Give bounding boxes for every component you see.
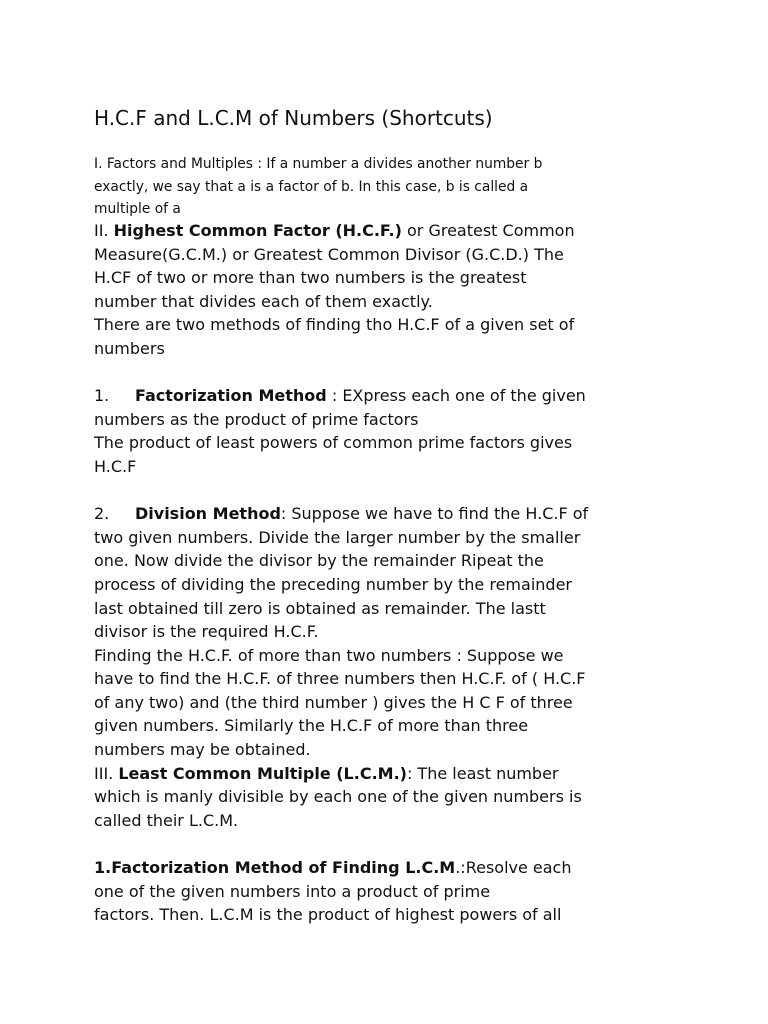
factorization-heading-line (94, 384, 679, 408)
text-line: There are two methods of finding tho H.C.F of a given set of (94, 315, 575, 335)
section-prefix: III. (94, 763, 119, 783)
text-line: called their L.C.M. (94, 810, 239, 830)
text-line: I. Factors and Multiples : If a number a divides another number b (94, 156, 543, 172)
text-line: Finding the H.C.F. of more than two numbers : Suppose we (94, 645, 564, 665)
text-line: multiple of a (94, 201, 181, 217)
text-line: Measure(G.C.M.) or Greatest Common Divisor (G.C.D.) The (94, 244, 564, 264)
text-line: numbers as the product of prime factors (94, 409, 419, 429)
text-line: have to find the H.C.F. of three numbers then H.C.F. of ( H.C.F (94, 669, 586, 689)
paragraph-spacer (94, 361, 679, 385)
lcm-factorization-heading-suffix: .:Resolve each (455, 858, 572, 878)
text-line: last obtained till zero is obtained as remainder. The lastt (94, 598, 546, 618)
paragraph-spacer (94, 832, 679, 856)
text-line: one of the given numbers into a product of prime (94, 881, 491, 901)
text-line: numbers (94, 338, 165, 358)
text-line: two given numbers. Divide the larger number by the smaller (94, 527, 581, 547)
hcf-heading-suffix: or Greatest Common (401, 221, 575, 240)
text-line: process of dividing the preceding number by the remainder (94, 574, 572, 594)
division-method-heading: Division Method (135, 504, 281, 524)
text-line: given numbers. Similarly the H.C.F of more than three (94, 716, 529, 736)
text-line: The product of least powers of common prime factors gives (94, 433, 573, 453)
page-title: H.C.F and L.C.M of Numbers (Shortcuts) (94, 106, 493, 130)
list-number: 2. (94, 504, 110, 524)
lcm-heading: Least Common Multiple (L.C.M.) (118, 763, 407, 783)
list-number: 1. (94, 386, 110, 406)
lcm-factorization-heading-line (94, 856, 679, 880)
text-line: which is manly divisible by each one of the given numbers is (94, 787, 582, 807)
text-line: factors. Then. L.C.M is the product of highest powers of all (94, 905, 562, 925)
lcm-heading-suffix: : The least number (406, 763, 559, 783)
lcm-heading-line (94, 762, 679, 786)
text-line: H.CF of two or more than two numbers is the greatest (94, 268, 527, 288)
text-line: one. Now divide the divisor by the remainder Ripeat the (94, 551, 544, 571)
text-line: exactly, we say that a is a factor of b. In this case, b is called a (94, 178, 529, 195)
section-prefix: II. (94, 221, 114, 240)
document-body (94, 219, 679, 927)
hcf-heading-line (94, 219, 679, 243)
paragraph-spacer (94, 479, 679, 503)
division-heading-suffix: : Suppose we have to find the H.C.F of (280, 504, 589, 524)
division-heading-line (94, 502, 679, 526)
text-line: divisor is the required H.C.F. (94, 622, 319, 642)
text-line: H.C.F (94, 456, 137, 476)
text-line: numbers may be obtained. (94, 740, 311, 760)
lcm-factorization-heading: 1.Factorization Method of Finding L.C.M (94, 858, 456, 878)
factorization-method-heading: Factorization Method (135, 386, 327, 406)
text-line: number that divides each of them exactly. (94, 291, 433, 311)
factorization-heading-suffix: : EXpress each one of the given (326, 386, 586, 406)
hcf-heading: Highest Common Factor (H.C.F.) (113, 221, 402, 240)
factors-and-multiples-section (94, 153, 679, 221)
text-line: of any two) and (the third number ) gives the H C F of three (94, 692, 573, 712)
